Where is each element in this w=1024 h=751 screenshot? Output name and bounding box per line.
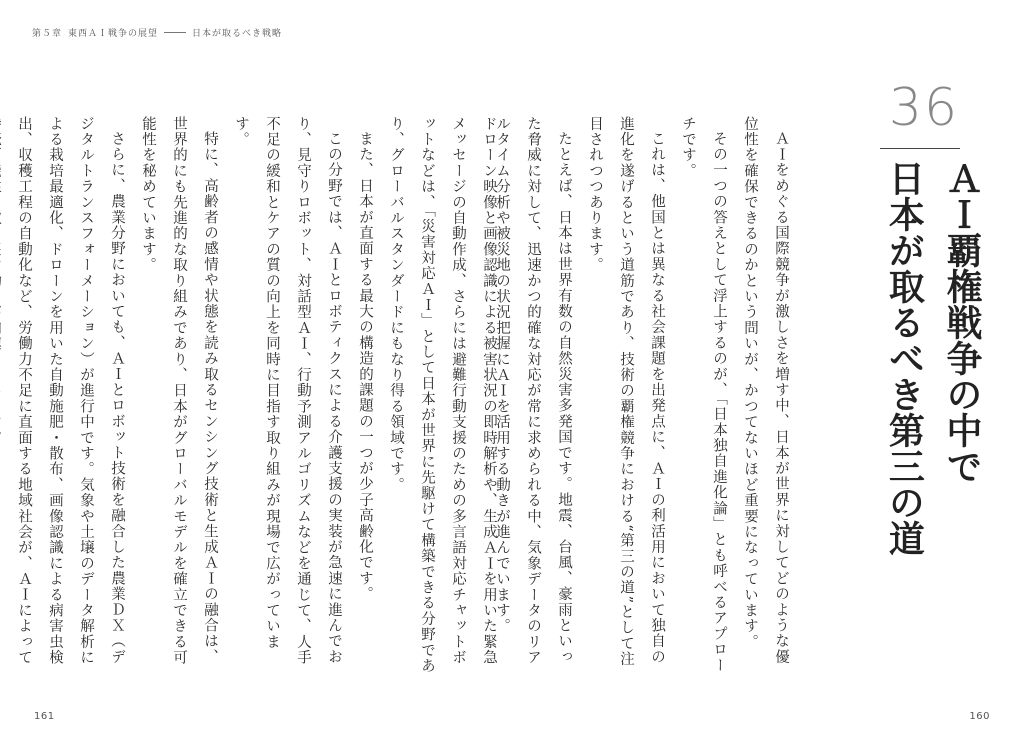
section-title [875,160,990,680]
left-page-body [16,116,504,676]
section-number: 36 [888,78,960,138]
paragraph: ＡＩをめぐる国際競争が激しさを増す中、日本が世界に対してどのような優位性を確保できるのかという問いが、かつてないほど重要になっています。 [742,116,789,665]
page-number-right: 160 [969,711,990,722]
running-head-rule [164,32,186,33]
page-number-left: 161 [34,711,55,722]
chapter-label: 第５章 [32,29,63,39]
chapter-subtitle: 日本が取るべき戦略 [192,29,283,39]
right-page-body [494,116,796,676]
chapter-title: 東西ＡＩ戦争の展望 [68,29,159,39]
paragraph: 特に、高齢者の感情や状態を読み取るセンシング技術と生成ＡＩの融合は、世界的にも先進的な取り組みであり、日本がグローバルモデルを確立できる可能性を秘めています。 [140,116,218,666]
paragraph: たとえば、日本は世界有数の自然災害多発国です。地震、台風、豪雨といった脅威に対して、迅速かつ的確な対応が常に求められる中、気象データのリアルタイム分析や被災地の状況把握にＡＩを活用する動きが進んでいます。 [494,116,572,666]
paragraph: その一つの答えとして浮上するのが、「日本独自進化論」とも呼べるアプローチです。 [680,116,727,673]
section-title-line-1: ＡＩ覇権戦争の中で [941,160,982,484]
paragraph: さらに、農業分野においても、ＡＩとロボット技術を融合した農業ＤＸ（デジタルトランスフォーメーション）が進行中です。気象や土壌のデータ解析による栽培最適化、ドローンを用いた自動施肥・散布、画像認識による病害虫検出、収穫工程の自動化など、労働力不足に直面する地域社会が、ＡＩによって [16,116,125,666]
section-title-line-2: 日本が取るべき第三の道 [883,160,925,556]
paragraph: これは、他国とは異なる社会課題を出発点に、ＡＩの利活用において独自の進化を遂げるという道筋であり、技術の覇権競争における“第三の道”として注目されつつあります。 [587,116,665,668]
section-number-rule [880,148,960,149]
running-head [32,26,282,39]
paragraph: また、日本が直面する最大の構造的課題の一つが少子高齢化です。 [357,130,373,602]
paragraph: この分野では、ＡＩとロボティクスによる介護支援の実装が急速に進んでおり、見守りロボット、対話型ＡＩ、行動予測アルゴリズムなどを通じて、人手不足の緩和とケアの質の向上を同時に目指す取り組みが現場で広がっています。 [233,116,342,666]
paragraph: ドローン映像と画像認識による被害状況の即時解析や、生成ＡＩを用いた緊急メッセージの自動作成、さらには避難行動支援のための多言語対応チャットボットなどは、「災害対応ＡＩ」として日本が世界に先駆けて構築できる分野であり、グローバルスタンダードにもなり得る領域です。 [388,116,497,674]
